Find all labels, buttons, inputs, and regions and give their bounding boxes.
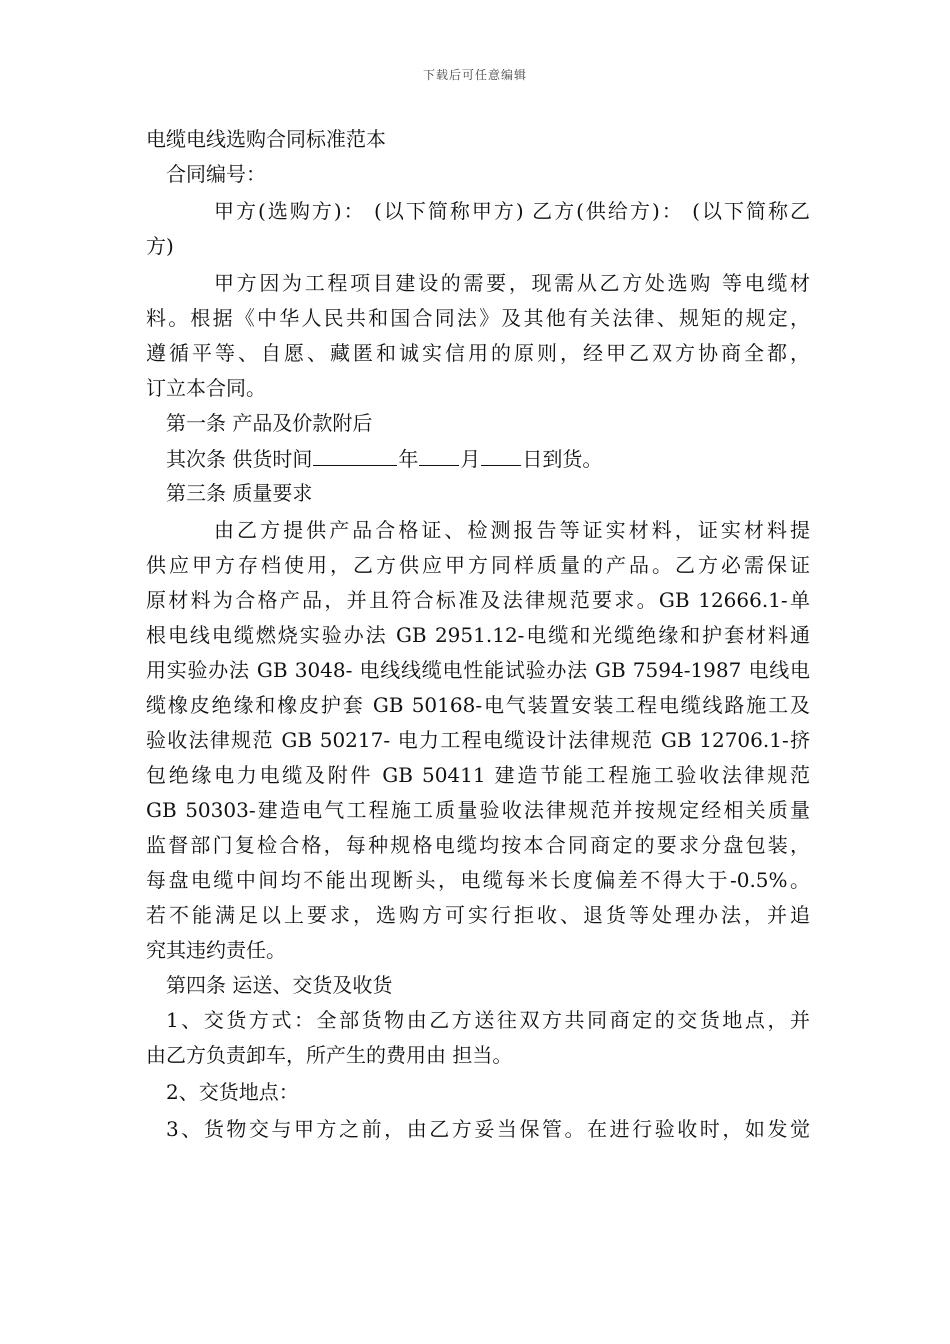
article-2-line: [146, 441, 810, 476]
quality-line-12: 若不能满足以上要求，选购方可实行拒收、退货等处理办法，并追: [146, 903, 810, 927]
preamble-line-2: 料。根据《中华人民共和国合同法》及其他有关法律、规矩的规定，: [146, 306, 810, 330]
quality-line-10: 监督部门复检合格，每种规格电缆均按本合同商定的要求分盘包装，: [146, 833, 810, 857]
quality-line-4: 根电线电缆燃烧实验办法 GB 2951.12-电缆和光缆绝缘和护套材料通: [146, 623, 810, 647]
article-2-prefix: 其次条 供货时间: [166, 447, 313, 471]
preamble-line-3: 遵循平等、自愿、藏匿和诚实信用的原则，经甲乙双方协商全都，: [146, 341, 810, 365]
quality-line-13: 究其违约责任。: [146, 938, 286, 962]
delivery-line-3: 2、交货地点：: [166, 1080, 299, 1104]
contract-number-label: 合同编号：: [166, 162, 266, 186]
quality-line-6: 缆橡皮绝缘和橡皮护套 GB 50168-电气装置安装工程电缆线路施工及: [146, 693, 810, 717]
year-blank: [313, 441, 397, 466]
quality-line-7: 验收法律规范 GB 50217- 电力工程电缆设计法律规范 GB 12706.1-挤: [146, 728, 810, 752]
article-2-suffix: 日到货。: [522, 447, 603, 471]
delivery-line-4: 3、货物交与甲方之前，由乙方妥当保管。在进行验收时，如发觉: [166, 1117, 810, 1141]
day-blank: [481, 441, 521, 466]
month-blank: [419, 441, 459, 466]
delivery-line-2: 由乙方负责卸车，所产生的费用由 担当。: [146, 1043, 513, 1067]
document-title: 电缆电线选购合同标准范本: [146, 127, 386, 151]
article-2-year: 年: [398, 447, 419, 471]
quality-line-3: 原材料为合格产品，并且符合标准及法律规范要求。GB 12666.1-单: [146, 588, 810, 612]
document-body: [146, 122, 810, 1147]
article-4-heading: 第四条 运送、交货及收货: [166, 973, 393, 997]
article-2-month: 月: [460, 447, 481, 471]
page-header-note: 下载后可任意编辑: [422, 68, 527, 82]
preamble-line-4: 订立本合同。: [146, 376, 266, 400]
quality-line-11: 每盘电缆中间均不能出现断头，电缆每米长度偏差不得大于-0.5%。: [146, 868, 810, 892]
quality-line-1: 由乙方提供产品合格证、检测报告等证实材料，证实材料提: [214, 518, 810, 542]
preamble-line-1: 甲方因为工程项目建设的需要，现需从乙方处选购 等电缆材: [214, 271, 810, 295]
quality-line-2: 供应甲方存档使用，乙方供应甲方同样质量的产品。乙方必需保证: [146, 553, 810, 577]
delivery-line-1: 1、交货方式：全部货物由乙方送往双方共同商定的交货地点，并: [166, 1008, 810, 1032]
article-1-heading: 第一条 产品及价款附后: [166, 411, 373, 435]
quality-line-8: 包绝缘电力电缆及附件 GB 50411 建造节能工程施工验收法律规范: [146, 763, 810, 787]
parties-line-2: 方): [146, 234, 174, 258]
article-3-heading: 第三条 质量要求: [166, 481, 313, 505]
parties-line-1: 甲方(选购方)： (以下简称甲方) 乙方(供给方)： (以下简称乙: [214, 199, 810, 223]
quality-line-5: 用实验办法 GB 3048- 电线线缆电性能试验办法 GB 7594-1987 电线电: [146, 658, 810, 682]
quality-line-9: GB 50303-建造电气工程施工质量验收法律规范并按规定经相关质量: [146, 798, 810, 822]
